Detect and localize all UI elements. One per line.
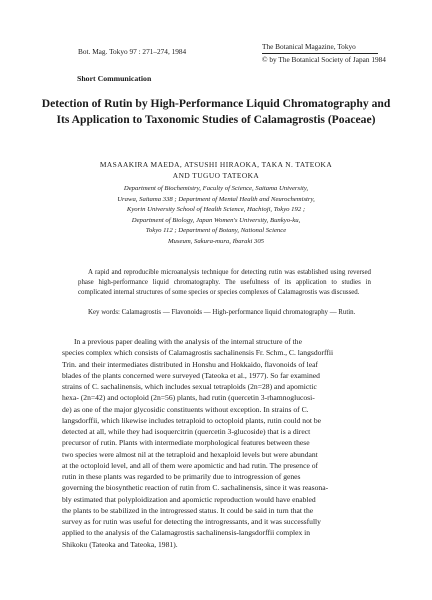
body-line: langsdorffii, which likewise includes tetraploid to octoploid plants, rutin could not be xyxy=(62,415,322,425)
affiliation-line: Department of Biochemistry, Faculty of Science, Saitama University, xyxy=(123,185,309,192)
author-line: MASAAKIRA MAEDA, ATSUSHI HIRAOKA, TAKA N. TATEOKA xyxy=(99,160,333,169)
affiliation-line: Department of Biology, Japan Women's University, Bunkyo-ku, xyxy=(131,216,301,224)
affiliation-line: Tokyo 112 ; Department of Botany, National Science xyxy=(145,227,287,235)
affiliation-line: Urawa, Saitama 338 ; Department of Mental Health and Neurochemistry, xyxy=(117,195,315,203)
affiliation-line: Museum, Sakura-mura, Ibaraki 305 xyxy=(167,237,265,245)
body-line: de) as one of the major glycosidic constituents without exception. In strains of C. xyxy=(62,404,309,414)
citation-header: Bot. Mag. Tokyo 97 : 271–274, 1984 xyxy=(78,47,187,56)
abstract xyxy=(78,268,371,299)
body-line: two species were almost nil at the tetraploid and hexaploid levels but were abundant xyxy=(62,449,318,459)
author-list xyxy=(40,159,392,181)
article-title: Detection of Rutin by High-Performance Liquid Chromatography and Its Application to Taxonomic Studies of Calamagrostis (Poaceae) xyxy=(41,97,391,126)
journal-header xyxy=(262,42,386,65)
body-line: at the octoploid level, and all of them were apomictic and had rutin. The presence of xyxy=(62,460,319,470)
body-line: hexa- (2n=42) and octoploid (2n=56) plants, had rutin (quercetin 3-rhamnoglucosi- xyxy=(62,393,315,403)
body-line: species complex which consists of Calamagrostis sachalinensis Fr. Schm., C. langsdorffii xyxy=(62,348,334,358)
affiliations xyxy=(40,184,392,248)
body-line: rutin in these plants was regarded to be primarily due to introgression of genes xyxy=(62,472,301,481)
keywords-text: Key words: Calamagrostis — Flavonoids — High-performance liquid chromatography — Rutin. xyxy=(88,309,356,316)
affiliation-line: Kyorin University School of Health Science, Hachioji, Tokyo 192 ; xyxy=(126,206,306,214)
body-line: applied to the analysis of the Calamagrostis sachalinensis-langsdorffii complex in xyxy=(62,528,311,538)
body-line: blades of the plants concerned were surveyed (Tateoka et al., 1977). So far examined xyxy=(62,370,320,380)
abstract-text: A rapid and reproducible microanalysis technique for detecting rutin was established using reversed phase high-performance liquid chromatography. The usefulness of its application to studies in complicated internal structures of some species or species complexes of Calamagrostis was discussed. xyxy=(78,269,371,297)
header-rule xyxy=(262,53,378,54)
body-line: Shikoku (Tateoka and Tateoka, 1981). xyxy=(62,539,178,549)
section-label: Short Communication xyxy=(77,74,152,83)
body-line: bly estimated that polyploidization and apomictic reproduction would have enabled xyxy=(62,494,316,504)
author-line: AND TUGUO TATEOKA xyxy=(172,171,260,180)
body-paragraph xyxy=(62,336,372,550)
copyright-line: © by The Botanical Society of Japan 1984 xyxy=(262,55,386,64)
keywords xyxy=(78,308,371,318)
body-line: strains of C. sachalinensis, which includes sexual tetraploids (2n=28) and apomictic xyxy=(62,382,317,391)
body-line: survey as for rutin was useful for detecting the introgressants, and it was successfully xyxy=(62,517,321,526)
journal-name: The Botanical Magazine, Tokyo xyxy=(262,42,356,51)
body-line: the plants to be stabilized in the introgressed status. It could be said in turn that the xyxy=(62,505,314,515)
body-line: In a previous paper dealing with the analysis of the internal structure of the xyxy=(74,337,302,346)
body-line: governing the biosynthetic reaction of rutin from C. sachalinensis, since it was reasona- xyxy=(62,483,329,493)
body-line: precursor of rutin. Plants with intermediate morphological features between these xyxy=(62,438,310,448)
body-line: detected at all, while they had isoquercitrin (quercetin 3-glucoside) that is a direct xyxy=(62,427,311,436)
body-line: Trin. and their intermediates distributed in Honshu and Hokkaido, flavonoids of leaf xyxy=(62,359,318,369)
